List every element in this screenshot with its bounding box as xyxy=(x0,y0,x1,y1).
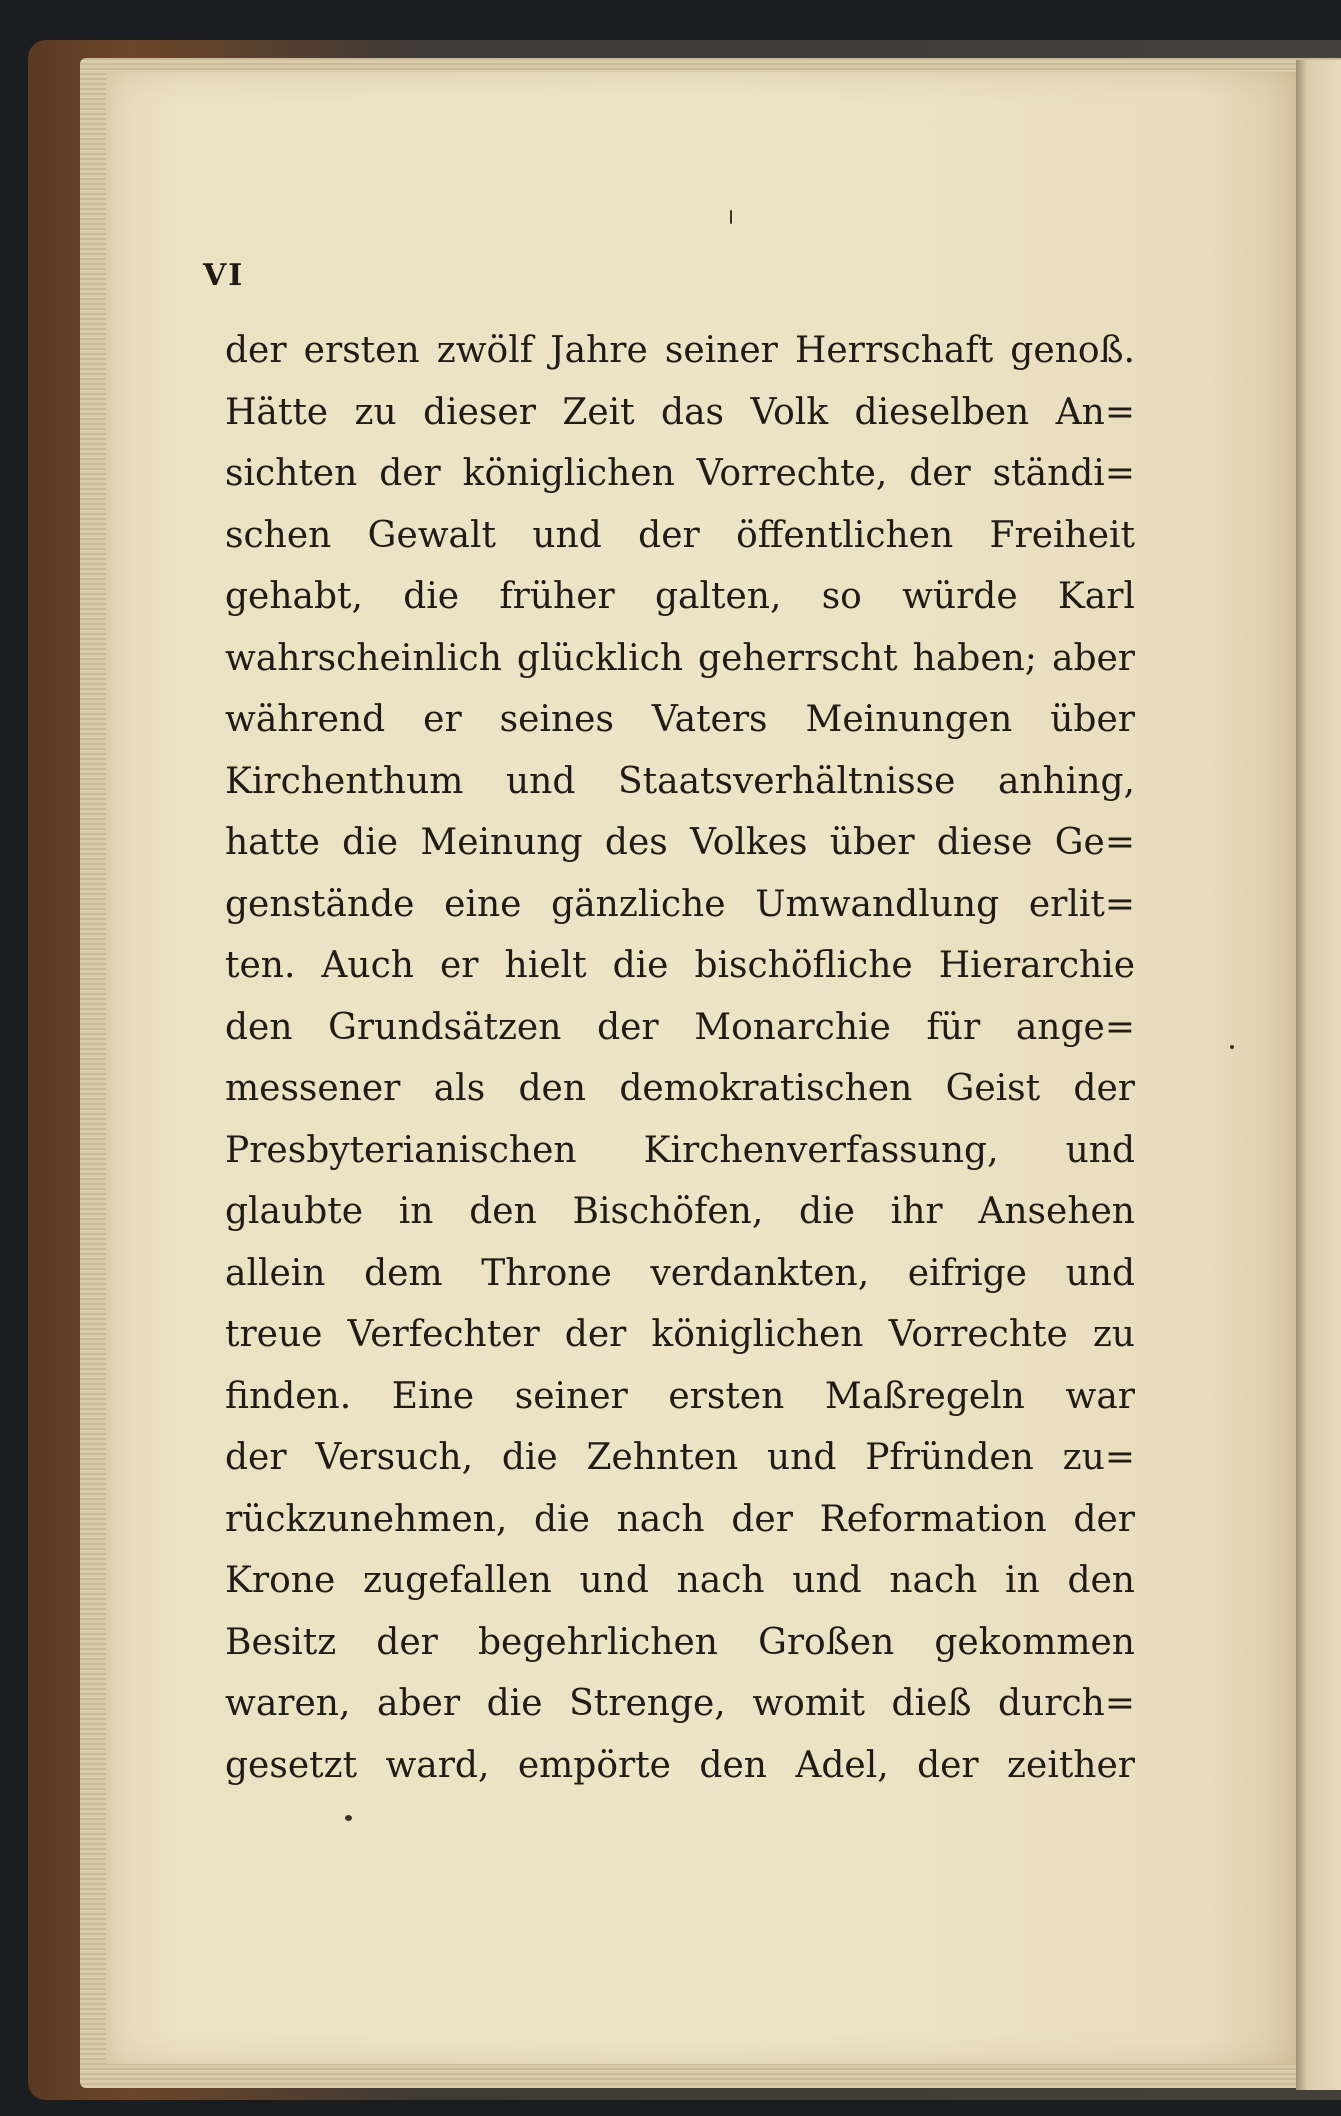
text-line: ten. Auch er hielt die bischöfliche Hierarchie xyxy=(225,945,1135,986)
text-line: wahrscheinlich glücklich geherrscht haben; aber xyxy=(225,637,1135,679)
text-line: Presbyterianischen Kirchenverfassung, und xyxy=(225,1129,1135,1171)
text-line: hatte die Meinung des Volkes über diese Ge= xyxy=(225,822,1135,863)
text-line: sichten der königlichen Vorrechte, der ständi= xyxy=(225,453,1135,494)
text-line: gesetzt ward, empörte den Adel, der zeither xyxy=(225,1744,1135,1786)
text-line: während er seines Vaters Meinungen über xyxy=(225,699,1135,740)
paper-speck xyxy=(730,210,732,224)
text-line: den Grundsätzen der Monarchie für ange= xyxy=(225,1006,1135,1048)
text-line: der Versuch, die Zehnten und Pfründen zu= xyxy=(225,1437,1135,1478)
text-line: rückzunehmen, die nach der Reformation der xyxy=(225,1498,1135,1540)
text-line: Hätte zu dieser Zeit das Volk dieselben An= xyxy=(225,391,1135,433)
text-line: finden. Eine seiner ersten Maßregeln war xyxy=(225,1375,1135,1417)
text-line: Besitz der begehrlichen Großen gekommen xyxy=(225,1621,1135,1663)
text-line: schen Gewalt und der öffentlichen Freiheit xyxy=(225,514,1135,556)
text-line: treue Verfechter der königlichen Vorrechte zu xyxy=(225,1314,1135,1355)
page-number: VI xyxy=(203,258,245,293)
text-line: Kirchenthum und Staatsverhältnisse anhing, xyxy=(225,760,1135,802)
text-line: allein dem Throne verdankten, eifrige und xyxy=(225,1252,1135,1294)
body-text xyxy=(225,320,1135,1796)
facing-page-edge xyxy=(1296,60,1341,2090)
text-line: waren, aber die Strenge, womit dieß durch= xyxy=(225,1683,1135,1724)
text-line: der ersten zwölf Jahre seiner Herrschaft genoß. xyxy=(225,330,1135,371)
text-line: Krone zugefallen und nach und nach in den xyxy=(225,1560,1135,1601)
text-line: glaubte in den Bischöfen, die ihr Ansehen xyxy=(225,1191,1135,1232)
text-line: genstände eine gänzliche Umwandlung erlit= xyxy=(225,883,1135,925)
paper-speck xyxy=(345,1815,352,1821)
text-line: gehabt, die früher galten, so würde Karl xyxy=(225,576,1135,617)
text-line: messener als den demokratischen Geist der xyxy=(225,1068,1135,1109)
paper-speck xyxy=(1230,1045,1234,1049)
